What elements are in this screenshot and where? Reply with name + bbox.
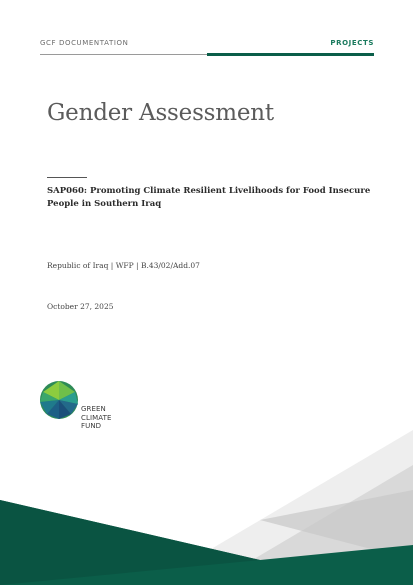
header-doc-label: GCF DOCUMENTATION [40, 39, 129, 47]
logo-line-climate: CLIMATE [81, 413, 112, 422]
header-rule-grey [40, 54, 207, 55]
title-divider [47, 177, 87, 178]
page-title: Gender Assessment [47, 100, 274, 126]
header-section-label: PROJECTS [330, 39, 374, 47]
gcf-logo-text [81, 405, 112, 431]
document-meta: Republic of Iraq | WFP | B.43/02/Add.07 [47, 261, 200, 270]
document-date: October 27, 2025 [47, 302, 114, 311]
logo-line-fund: FUND [81, 422, 102, 430]
project-subtitle: SAP060: Promoting Climate Resilient Livelihoods for Food Insecure People in Southern Iraq [47, 186, 371, 209]
header-rule-green [207, 53, 374, 56]
logo-line-green: GREEN [81, 405, 106, 413]
